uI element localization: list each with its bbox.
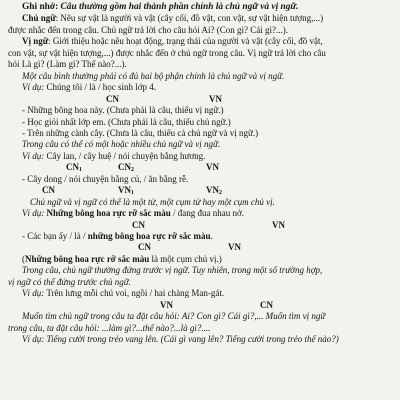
subject-mark: CN <box>132 219 145 230</box>
predicate-mark: $VN_1$ <box>118 185 134 197</box>
predicate-mark: VN <box>228 242 241 253</box>
subject-mark: $CN_1$ <box>66 162 82 174</box>
example-line: Ví dụ: Những bông hoa rực rỡ sắc màu / đang đua nhau nở. <box>22 208 245 219</box>
example-line: Ví dụ: Cây lan, / cây huệ / nói chuyện bằng hương. <box>22 150 206 161</box>
grammar-marks <box>6 242 392 253</box>
subject-definition: Chủ ngữ: Nêu sự vật là người và vật (cây cối, đồ vật, con vật, sự vật hiện tượng,...) <box>22 13 324 24</box>
subject-mark: CN <box>138 242 151 253</box>
text-line: hỏi Là gì? (Làm gì? Thế nào?...). <box>8 59 127 70</box>
predicate-mark: VN <box>160 299 173 310</box>
rule-text: trong câu, ta đặt câu hỏi: ...làm gì?...thế nào?...là gì?.... <box>8 322 211 333</box>
example-line: Ví dụ: Trên lưng mỗi chú voi, ngồi / hai chàng Man-gát. <box>22 288 225 299</box>
rule-text: Chủ ngữ và vị ngữ có thể là một từ, một cụm từ hay một cụm chủ vị. <box>30 196 275 207</box>
text-line: (Những bông hoa rực rỡ sắc màu là một cụm chủ vị.) <box>22 253 222 264</box>
grammar-marks <box>6 162 392 173</box>
rule-text: Muốn tìm chủ ngữ trong câu ta đặt câu hỏi: Ai? Con gì? Cái gì?,... Muốn tìm vị ngữ <box>22 311 326 322</box>
text-line: con vật, sự vật hiện tượng,...) được nhắc đến ở chủ ngữ trong câu. Vị ngữ trả lời cho câu <box>8 47 326 58</box>
subject-mark: CN <box>42 185 55 196</box>
grammar-marks <box>6 300 392 311</box>
subject-mark: $CN_2$ <box>118 162 134 174</box>
example-line: Ví dụ: Chúng tôi / là / học sinh lớp 4. <box>22 82 157 93</box>
rule-text: Ví dụ: Tiếng cười trong trẻo vang lên. (Cái gì vang lên? Tiếng cười trong trẻo thế nào?) <box>22 334 339 345</box>
subject-mark: CN <box>260 299 273 310</box>
grammar-marks <box>6 220 392 231</box>
text-line: - Cây dong / nói chuyện bằng củ, / ăn bằng rễ. <box>22 173 189 184</box>
grammar-marks <box>6 94 392 105</box>
rule-text: Trong câu, chủ ngữ thường đứng trước vị ngữ. Tuy nhiên, trong một số trường hợp, <box>22 265 323 276</box>
predicate-mark: VN <box>206 162 219 173</box>
text-line: - Trên những cành cây. (Chưa là câu, thiếu cả chủ ngữ và vị ngữ.) <box>22 127 259 138</box>
example-line: - Các bạn ấy / là / những bông hoa rực rỡ sắc màu. <box>22 231 213 241</box>
predicate-mark: VN <box>209 93 222 104</box>
rule-text: Trong câu có thể có một hoặc nhiều chủ ngữ và vị ngữ. <box>22 139 221 150</box>
subject-mark: CN <box>106 93 119 104</box>
predicate-definition: Vị ngữ: Giới thiệu hoặc nêu hoạt động, trạng thái của người và vật (cây cối, đồ vật, <box>22 36 323 47</box>
rule-text: vị ngữ có thể đứng trước chủ ngữ. <box>8 276 131 287</box>
predicate-mark: $VN_2$ <box>206 185 222 197</box>
grammar-marks <box>6 185 392 196</box>
text-line: - Những bông hoa này. (Chưa phải là câu, thiếu vị ngữ.) <box>22 105 224 116</box>
note-title: Ghi nhớ: Câu thường gồm hai thành phần chính là chủ ngữ và vị ngữ. <box>22 2 299 12</box>
predicate-mark: VN <box>272 219 285 230</box>
text-line: được nhắc đến trong câu. Chủ ngữ trả lời cho câu hỏi Ai? (Con gì? Cái gì?...). <box>8 24 288 35</box>
rule-text: Một câu bình thường phải có đủ hai bộ phận chính là chủ ngữ và vị ngữ. <box>22 70 285 81</box>
text-line: - Học giỏi nhất lớp em. (Chưa phải là câu, thiếu chủ ngữ.) <box>22 116 231 127</box>
